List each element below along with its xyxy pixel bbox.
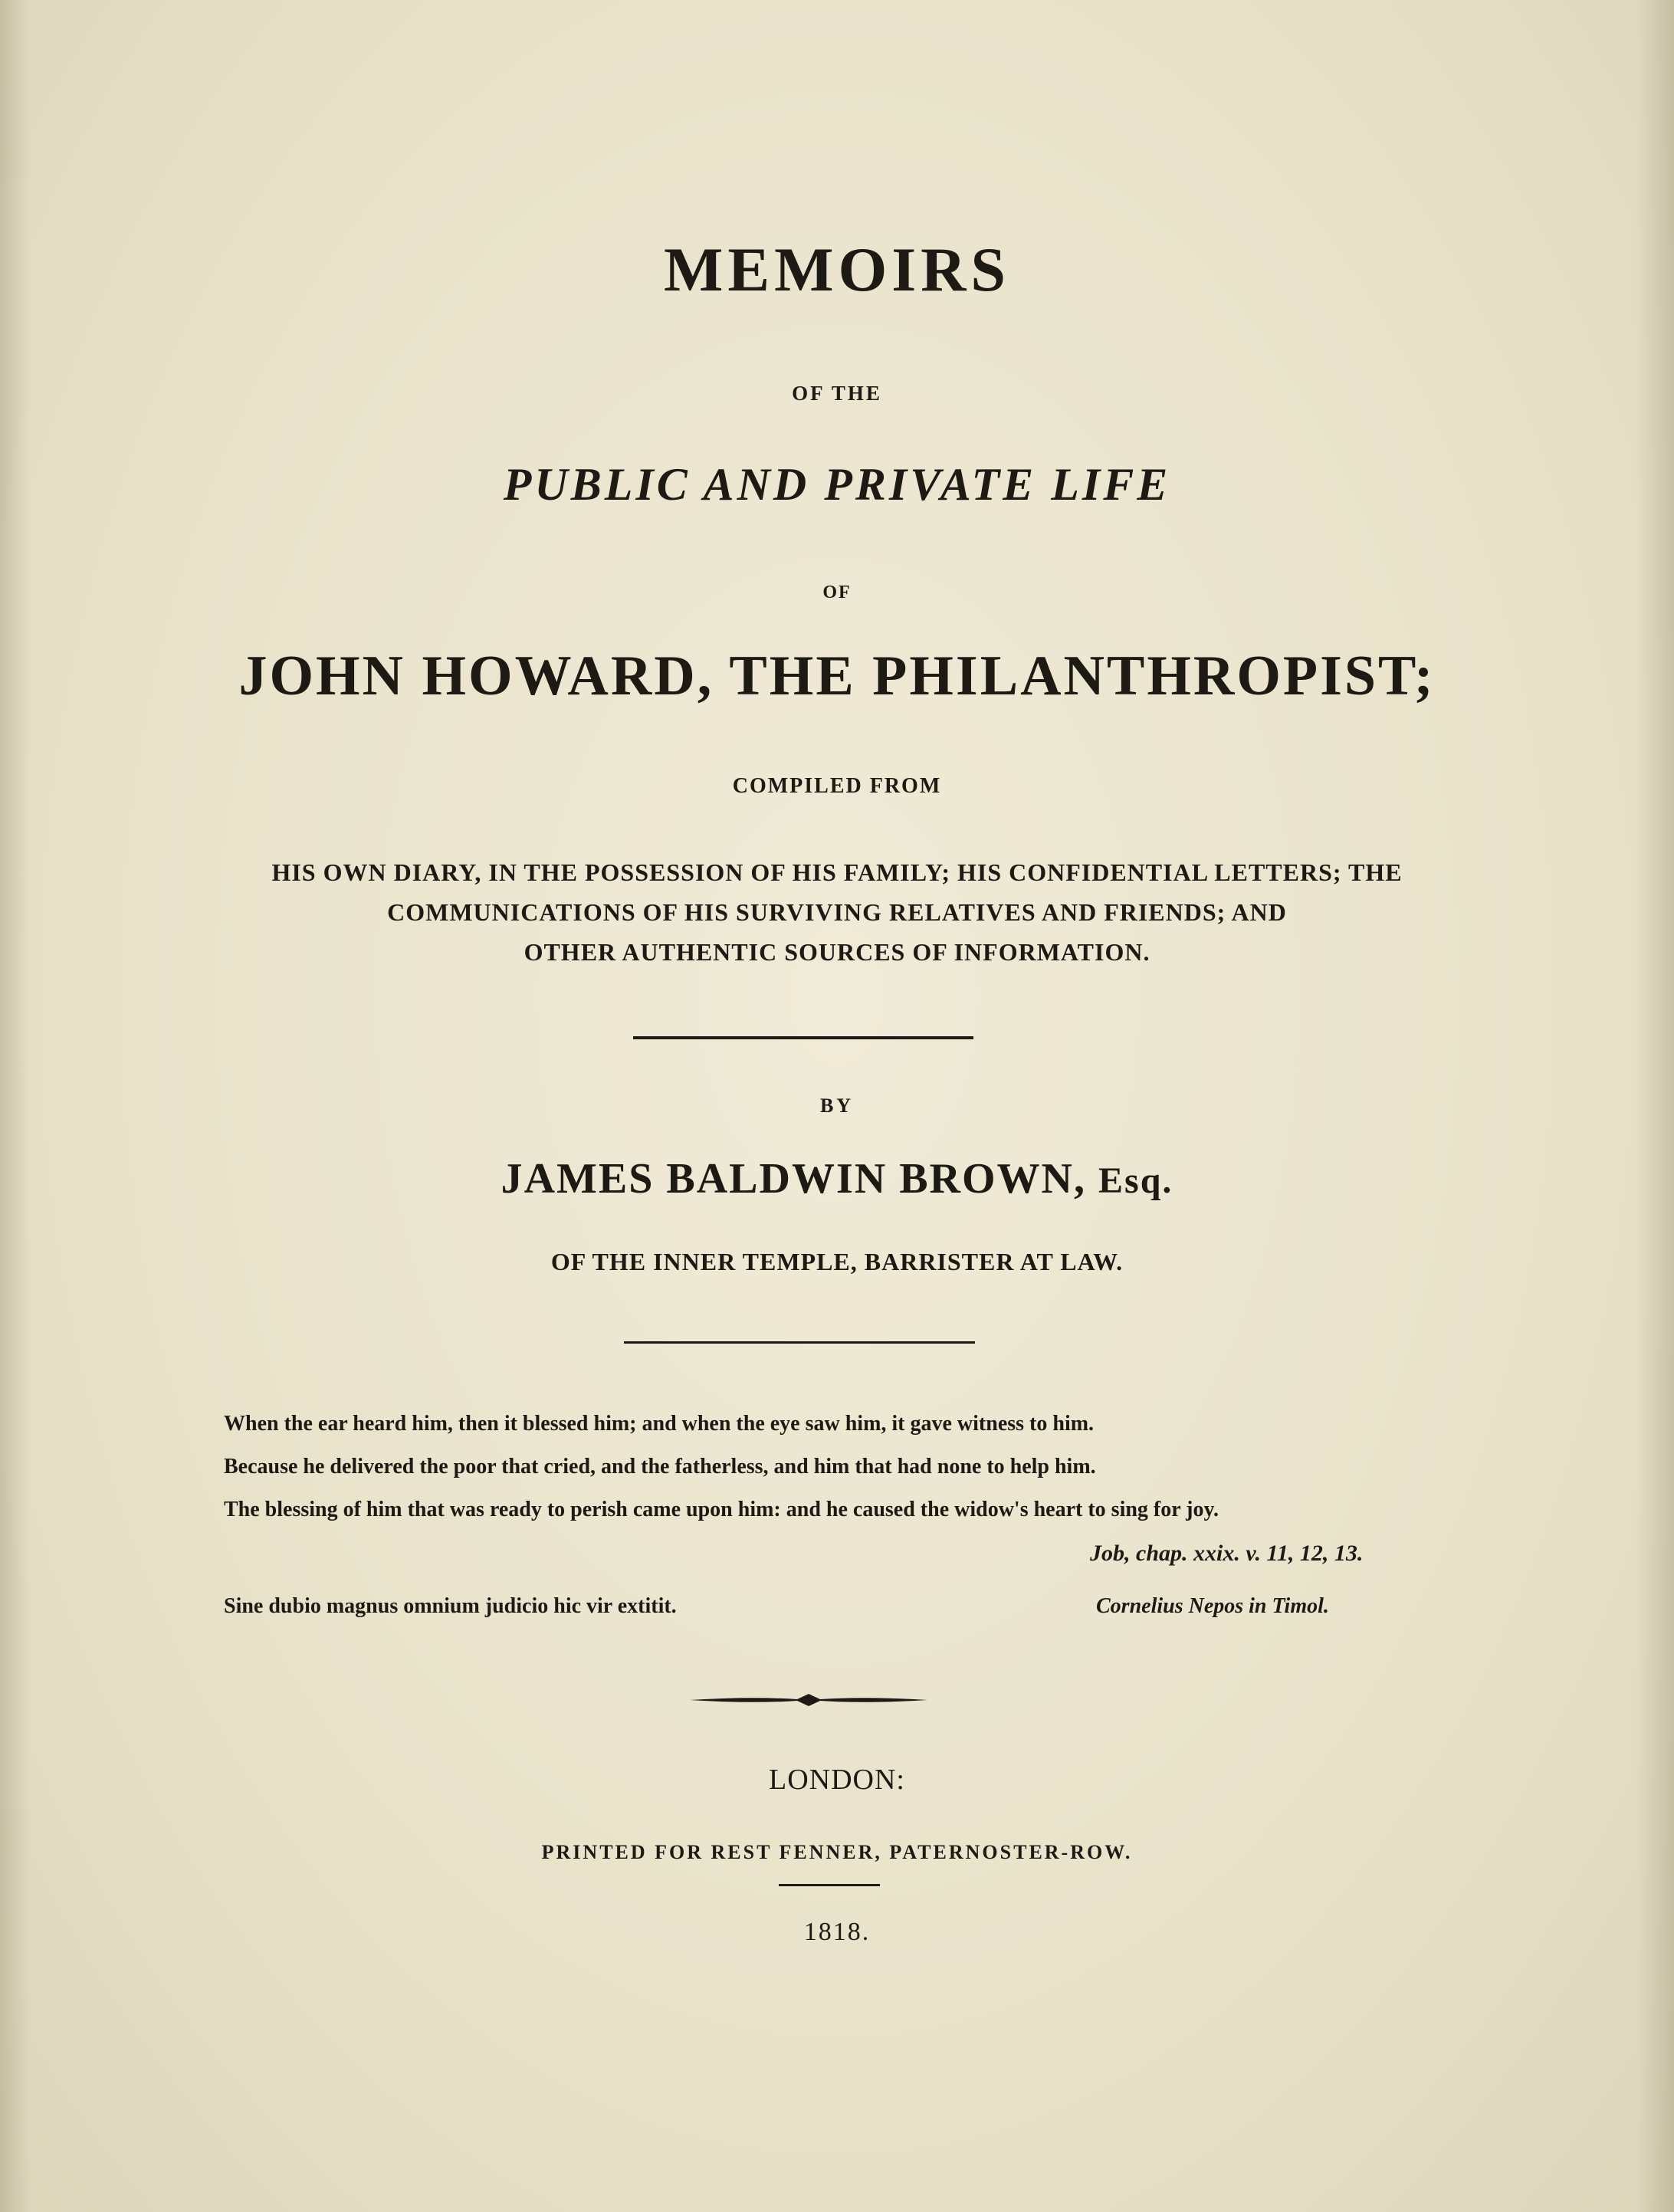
epigraph-line: Because he delivered the poor that cried, and the fatherless, and him that had none to help him. [224,1455,1096,1478]
sources-line: COMMUNICATIONS OF HIS SURVIVING RELATIVES AND FRIENDS; AND [387,898,1287,926]
book-subtitle: PUBLIC AND PRIVATE LIFE [503,459,1171,510]
subject-name: JOHN HOWARD, THE PHILANTHROPIST; [238,645,1436,707]
book-title: MEMOIRS [664,235,1010,304]
divider-rule [633,1036,973,1039]
latin-citation: Cornelius Nepos in Timol. [1096,1594,1329,1618]
author-line [0,1154,1674,1203]
imprint-place: LONDON: [769,1764,905,1796]
by-label: BY [819,1095,855,1117]
latin-quote: Sine dubio magnus omnium judicio hic vir extitit. [224,1594,677,1618]
ornamental-rule [690,1685,927,1715]
author-name: JAMES BALDWIN BROWN, [501,1155,1086,1203]
of-connector: OF [822,583,852,602]
author-suffix: Esq. [1098,1160,1173,1201]
epigraph-line: When the ear heard him, then it blessed him; and when the eye saw him, it gave witness to him. [224,1412,1095,1436]
sources-line: OTHER AUTHENTIC SOURCES OF INFORMATION. [524,938,1150,966]
of-the-connector: OF THE [792,382,882,405]
author-affiliation: OF THE INNER TEMPLE, BARRISTER AT LAW. [550,1248,1124,1275]
divider-rule [779,1884,880,1886]
imprint-printer: PRINTED FOR REST FENNER, PATERNOSTER-ROW. [541,1841,1133,1863]
epigraph-line: The blessing of him that was ready to perish came upon him: and he caused the widow's heart to sing for joy. [224,1498,1219,1521]
imprint-year: 1818. [803,1918,871,1946]
sources-line: HIS OWN DIARY, IN THE POSSESSION OF HIS FAMILY; HIS CONFIDENTIAL LETTERS; THE [271,858,1403,886]
epigraph-citation: Job, chap. xxix. v. 11, 12, 13. [1090,1541,1364,1566]
compiled-from-label: COMPILED FROM [732,774,942,798]
divider-rule [624,1341,975,1344]
